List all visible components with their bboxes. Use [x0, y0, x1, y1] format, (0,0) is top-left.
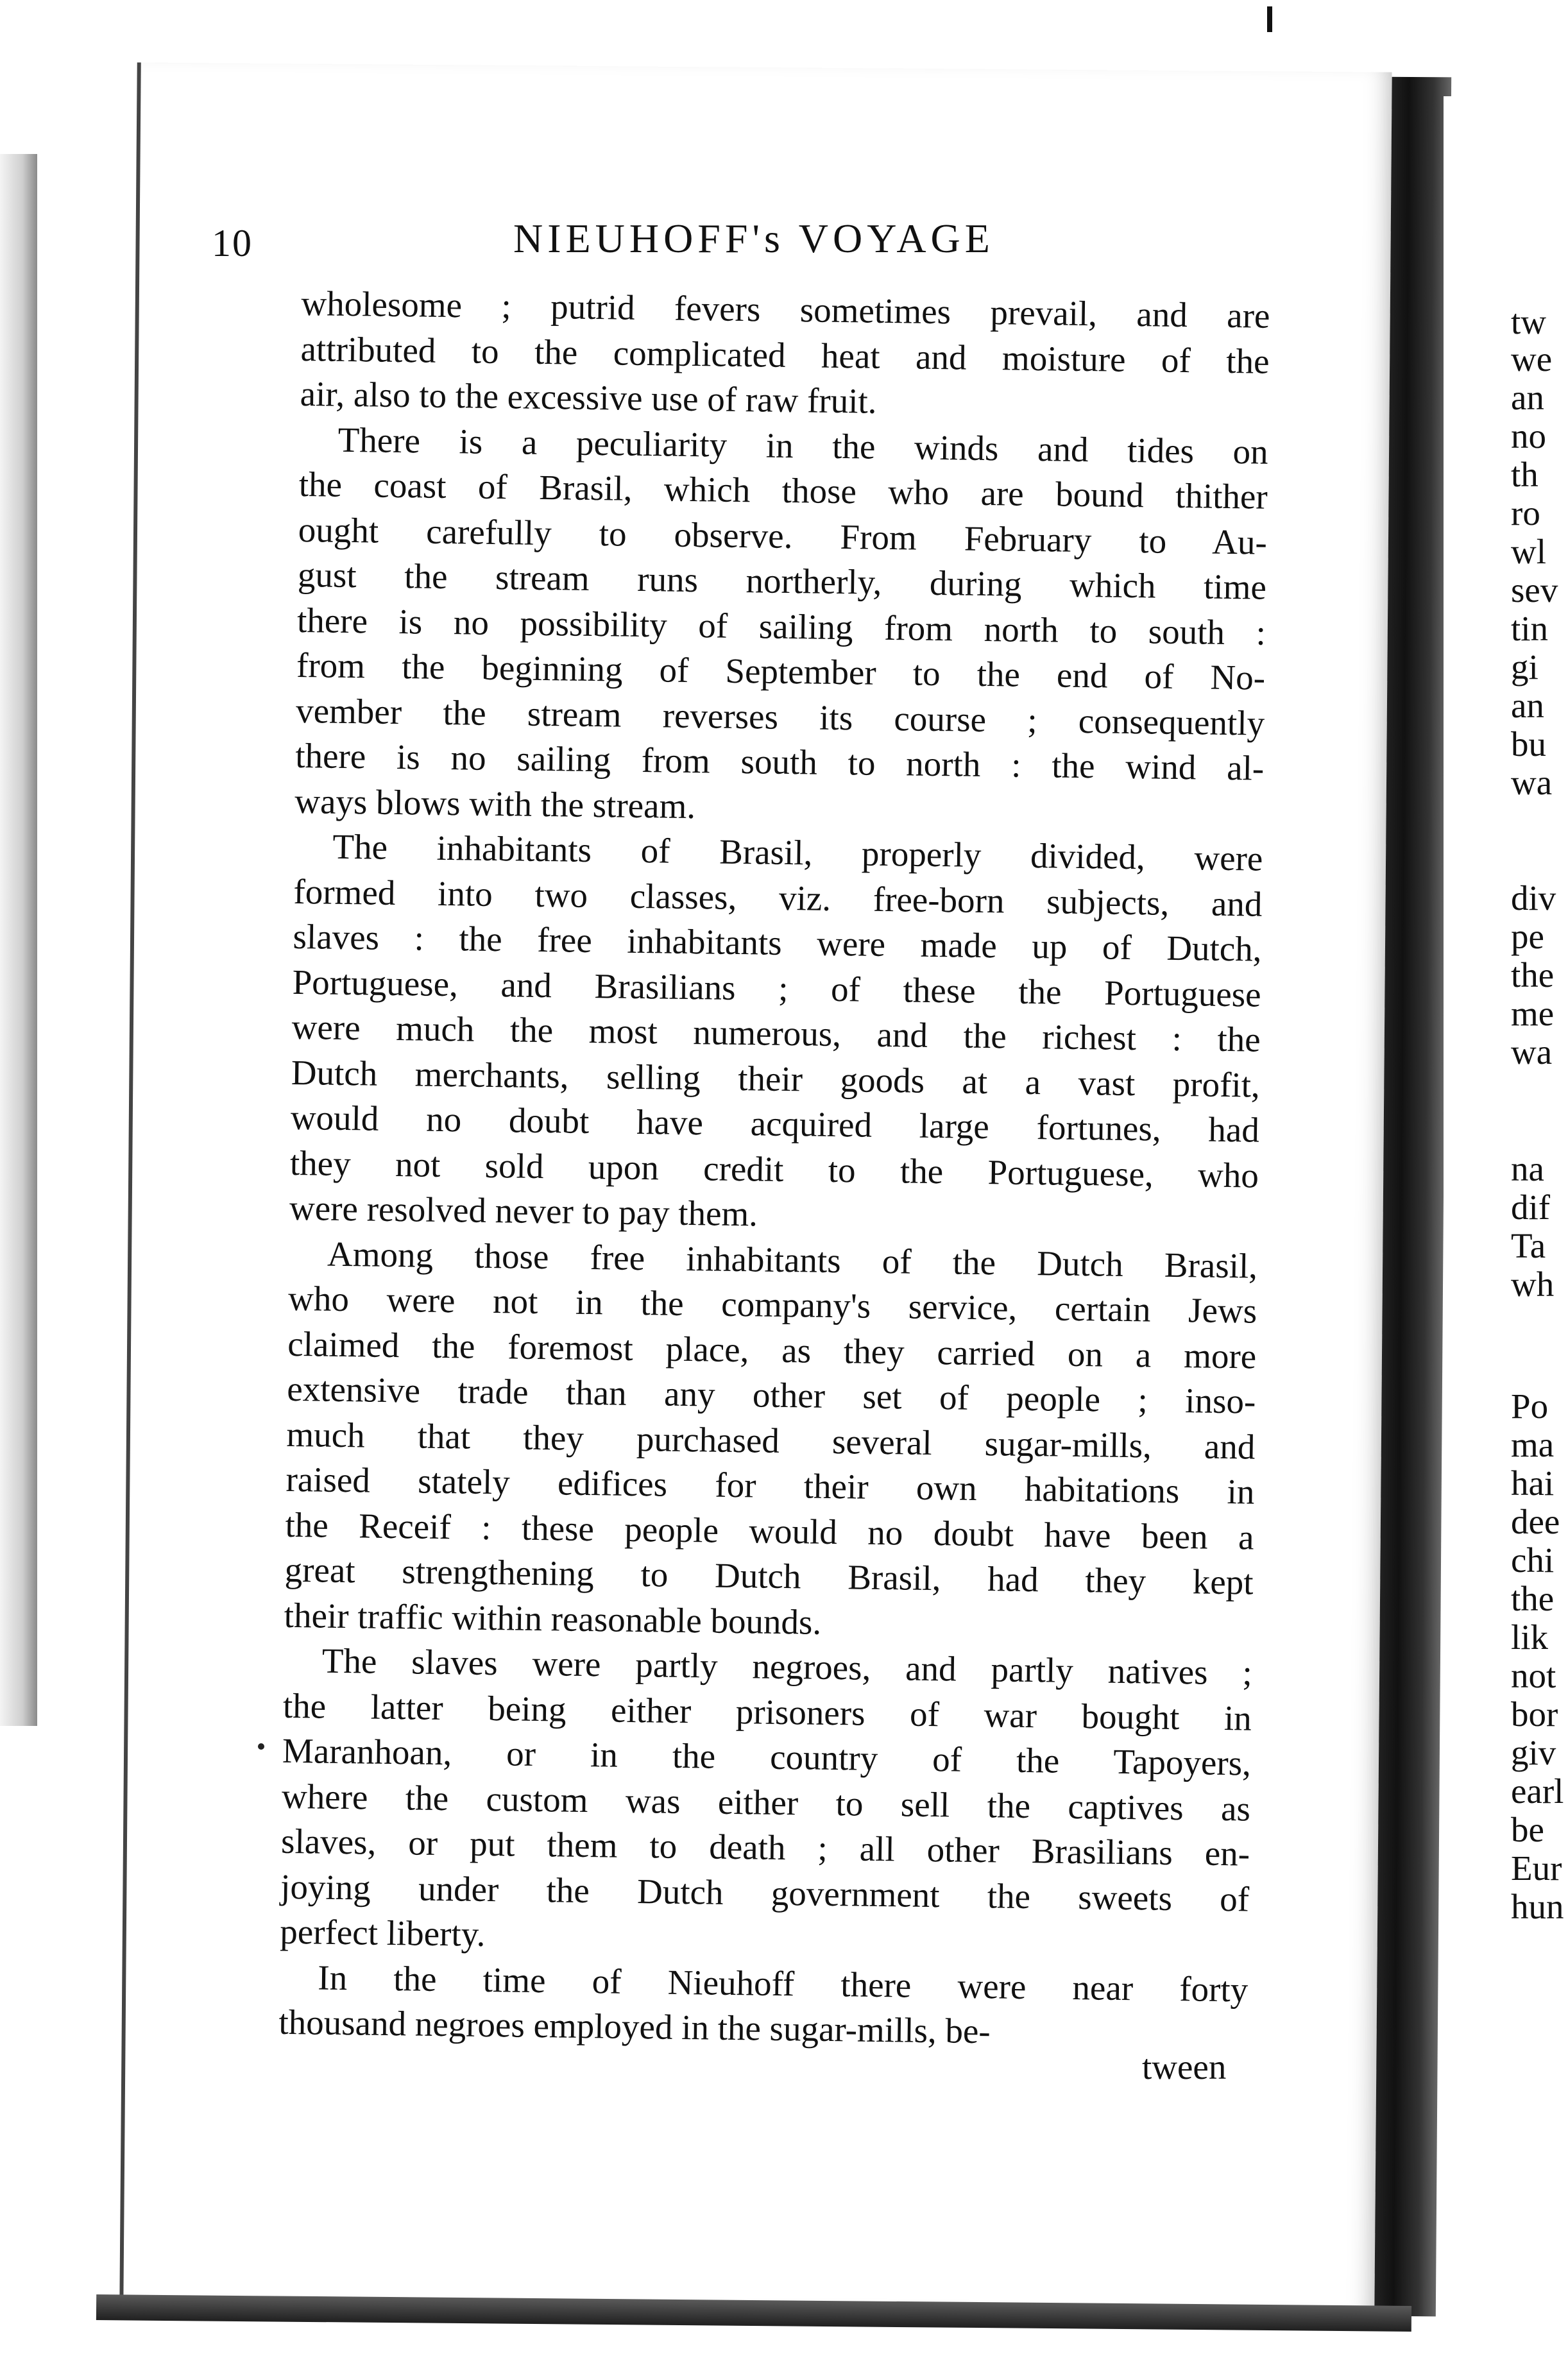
facing-page-word-fragment: div	[1511, 878, 1556, 918]
facing-page-word-fragment: lik	[1511, 1618, 1549, 1657]
paragraph	[280, 1638, 1252, 1967]
text-line: from the beginning of September to the end of No-	[296, 645, 1266, 697]
facing-page-word-fragment: dif	[1511, 1188, 1551, 1227]
text-line: air, also to the excessive use of raw fruit.	[300, 373, 877, 421]
facing-page-word-fragment: be	[1511, 1810, 1544, 1849]
facing-page-word-fragment: hai	[1511, 1464, 1555, 1503]
facing-page-word-fragment: ma	[1511, 1425, 1555, 1464]
text-line: great strengthening to Dutch Brasil, had they kept	[284, 1549, 1254, 1602]
facing-page-word-fragment: earl	[1511, 1771, 1564, 1811]
text-line: Among those free inhabitants of the Dutch Brasil,	[327, 1234, 1258, 1286]
text-line: extensive trade than any other set of people ; inso-	[287, 1369, 1256, 1421]
facing-page-word-fragment: an	[1511, 378, 1544, 417]
paragraph	[300, 281, 1270, 429]
text-line: slaves, or put them to death ; all other Brasilians en-	[280, 1821, 1250, 1874]
text-line: Portuguese, and Brasilians ; of these the Portuguese	[292, 962, 1261, 1014]
facing-page-word-fragment: wa	[1511, 1032, 1553, 1071]
facing-page-word-fragment: tin	[1511, 609, 1549, 648]
facing-page-word-fragment: we	[1511, 339, 1553, 379]
facing-page-word-fragment: wh	[1511, 1265, 1555, 1304]
text-line: the coast of Brasil, which those who are bound thither	[298, 464, 1268, 516]
facing-page-word-fragment: na	[1511, 1149, 1544, 1188]
facing-page-word-fragment: Po	[1511, 1387, 1549, 1426]
text-line: Dutch merchants, selling their goods at a vast profit,	[291, 1052, 1261, 1105]
text-line: were resolved never to pay them.	[289, 1188, 758, 1234]
facing-page-word-fragment: the	[1511, 955, 1555, 994]
text-line: perfect liberty.	[279, 1911, 486, 1954]
text-line: their traffic within reasonable bounds.	[284, 1595, 822, 1642]
running-title: NIEUHOFF's VOYAGE	[513, 216, 994, 261]
facing-page-word-fragment: sev	[1511, 570, 1558, 610]
text-line: claimed the foremost place, as they carried on a more	[287, 1324, 1257, 1376]
corner-mark	[1267, 6, 1272, 32]
text-line: the Receif : these people would no doubt have been a	[285, 1505, 1254, 1557]
body-text	[278, 281, 1270, 2058]
text-line: Maranhoan, or in the country of the Tapoyers,	[282, 1730, 1252, 1783]
text-line: there is no sailing from south to north : the wind al-	[294, 735, 1265, 788]
text-line: they not sold upon credit to the Portuguese, who	[289, 1143, 1259, 1195]
text-line: where the custom was either to sell the captives as	[281, 1776, 1251, 1829]
facing-page-word-fragment: dee	[1511, 1502, 1560, 1541]
text-line: The inhabitants of Brasil, properly divided, were	[332, 826, 1263, 878]
paragraph	[294, 416, 1268, 836]
text-line: wholesome ; putrid fevers sometimes prevail, and are	[301, 283, 1270, 336]
facing-page-word-fragment: th	[1511, 455, 1538, 494]
text-line: much that they purchased several sugar-mills, and	[286, 1414, 1256, 1467]
text-line: there is no possibility of sailing from north to south :	[296, 600, 1266, 653]
running-head	[212, 215, 1142, 286]
facing-page-word-fragment: hun	[1511, 1887, 1564, 1926]
facing-page-word-fragment: wa	[1511, 763, 1553, 802]
facing-page-word-fragment: Ta	[1511, 1226, 1546, 1265]
text-line: who were not in the company's service, certain Jews	[287, 1278, 1257, 1331]
facing-page-word-fragment: the	[1511, 1579, 1555, 1618]
text-line: vember the stream reverses its course ; consequently	[295, 690, 1265, 743]
facing-page-word-fragment: ro	[1511, 493, 1540, 533]
text-line: would no doubt have acquired large fortunes, had	[290, 1097, 1260, 1150]
page-number: 10	[212, 222, 253, 264]
facing-page-word-fragment: an	[1511, 686, 1544, 725]
facing-page-word-fragment: me	[1511, 994, 1555, 1033]
facing-page-word-fragment: no	[1511, 416, 1546, 456]
text-line: ought carefully to observe. From February to Au-	[298, 509, 1268, 562]
text-line: attributed to the complicated heat and moisture of the	[300, 329, 1270, 381]
text-line: There is a peculiarity in the winds and tides on	[337, 420, 1269, 472]
catchword: tween	[1142, 2047, 1227, 2087]
text-line: were much the most numerous, and the richest : the	[291, 1007, 1261, 1059]
margin-mark	[258, 1743, 264, 1750]
facing-page-word-fragment: not	[1511, 1656, 1556, 1695]
paragraph	[289, 824, 1263, 1243]
facing-page-word-fragment: giv	[1511, 1733, 1556, 1772]
text-line: the latter being either prisoners of war bought in	[282, 1686, 1252, 1738]
facing-page-word-fragment: tw	[1511, 302, 1546, 341]
facing-page-fragment	[1444, 96, 1568, 2303]
text-line: thousand negroes employed in the sugar-mills, be-	[278, 2002, 991, 2051]
facing-page-word-fragment: pe	[1511, 917, 1544, 956]
facing-page-word-fragment: bu	[1511, 724, 1546, 764]
facing-page-word-fragment: wl	[1511, 532, 1546, 571]
book-edge-left	[0, 154, 37, 1726]
text-line: formed into two classes, viz. free-born subjects, and	[293, 871, 1263, 924]
text-line: In the time of Nieuhoff there were near forty	[317, 1958, 1248, 2010]
text-line: raised stately edifices for their own habitations in	[285, 1459, 1255, 1512]
facing-page-word-fragment: chi	[1511, 1541, 1555, 1580]
text-line: ways blows with the stream.	[294, 781, 696, 826]
paragraph	[278, 1954, 1248, 2058]
paragraph	[284, 1231, 1257, 1650]
text-line: The slaves were partly negroes, and partly natives ;	[321, 1641, 1253, 1693]
text-line: gust the stream runs northerly, during which time	[297, 554, 1267, 607]
text-line: joying under the Dutch government the sweets of	[280, 1866, 1250, 1919]
facing-page-word-fragment: bor	[1511, 1694, 1558, 1734]
text-line: slaves : the free inhabitants were made up of Dutch,	[293, 916, 1262, 969]
facing-page-word-fragment: Eur	[1511, 1848, 1562, 1888]
facing-page-word-fragment: gi	[1511, 647, 1538, 687]
